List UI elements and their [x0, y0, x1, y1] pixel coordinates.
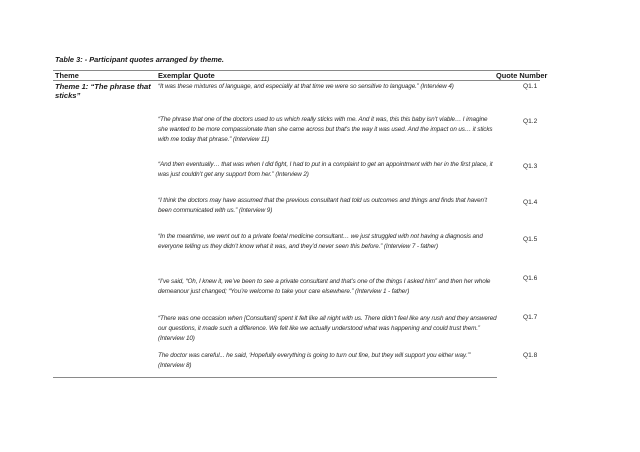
quote-text: “I think the doctors may have assumed that the previous consultant had told us outcomes and things and finds that haven’t been communicated with us.” (Interview 9) [158, 197, 487, 214]
header-theme: Theme [55, 71, 79, 80]
quote-text: “In the meantime, we went out to a private foetal medicine consultant… we just struggled with not having a diagnosis and everyone telling us they didn’t know what it was, and they’d never seen this before.” (Interview 7 - father) [158, 233, 483, 250]
theme-label: Theme 1: “The phrase that sticks” [55, 82, 151, 100]
quote-text: “The phrase that one of the doctors used to us which really sticks with me. And it was, this this baby isn’t viable… I imagine she wanted to be more compassionate than she came across but that's the way it was used. And the impact on us… it sticks with me today that phrase.” (Interview 11) [158, 116, 493, 143]
table-bottom-rule [53, 377, 497, 378]
header-quote-number: Quote Number [496, 71, 548, 80]
quote-number: Q1.8 [523, 352, 538, 359]
quote-text: “It was these mixtures of language, and especially at that time we were so sensitive to language.” (Interview 4) [158, 83, 454, 90]
table-header-rule [53, 80, 540, 81]
quote-number: Q1.2 [523, 118, 538, 125]
quote-number: Q1.6 [523, 275, 538, 282]
quote-number: Q1.4 [523, 199, 538, 206]
quote-text: “I’ve said, “Oh, I knew it, we’ve been to see a private consultant and that’s one of the things I asked him” and then her whole demeanour just changed; “You’re welcome to take your care elsewhere.” (Interview 1 - father) [158, 278, 491, 295]
quote-text: “There was one occasion when [Consultant] spent it felt like all night with us. There didn’t feel like any rush and they answered our questions, it made such a difference. We felt like we actually understood what was happening and could trust them.” (Interview 10) [158, 315, 497, 342]
quote-number: Q1.1 [523, 83, 538, 90]
quote-text: “And then eventually… that was when I did fight, I had to put in a complaint to get an appointment with her in the first place, it was just couldn’t get any support from her.” (Interview 2) [158, 161, 493, 178]
table-top-rule [53, 70, 540, 71]
quote-number: Q1.3 [523, 163, 538, 170]
table-caption: Table 3: - Participant quotes arranged by theme. [55, 55, 224, 64]
quote-number: Q1.5 [523, 236, 538, 243]
quote-number: Q1.7 [523, 314, 538, 321]
header-exemplar-quote: Exemplar Quote [158, 71, 215, 80]
quote-text: The doctor was careful... he said, ‘Hopefully everything is going to turn out fine, but they will support you either way.’” (Interview 8) [158, 352, 471, 369]
